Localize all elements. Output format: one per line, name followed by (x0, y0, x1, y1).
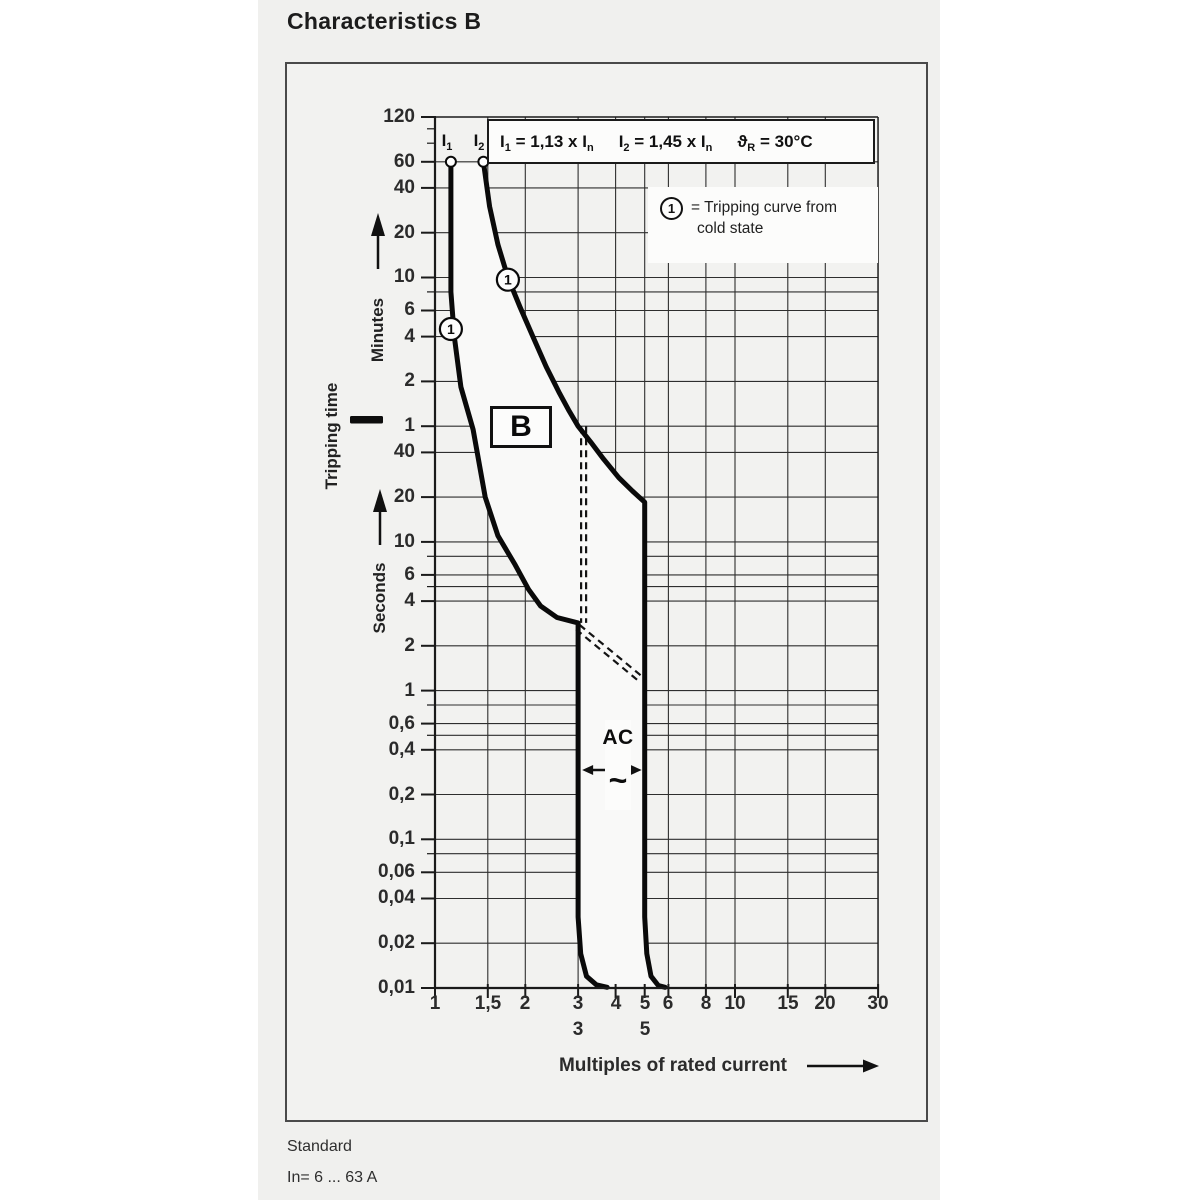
x-tick-label: 1 (429, 993, 441, 1014)
y-tick-label-seconds: 0,1 (388, 828, 415, 849)
y-tick-label-minutes: 4 (404, 326, 415, 347)
x-tick-label: 10 (724, 993, 746, 1014)
x-tick-label: 1,5 (474, 993, 502, 1014)
y-tick-label-seconds: 4 (404, 590, 415, 611)
y-axis-unit-seconds: Seconds (370, 562, 389, 634)
x-tick-sub-label: 3 (572, 1019, 584, 1040)
ac-label: AC (602, 726, 634, 749)
legend-circled-1-icon: 1 (660, 197, 683, 220)
y-tick-label-seconds: 6 (404, 564, 415, 585)
x-tick-label: 5 (639, 993, 651, 1014)
y-tick-label-seconds: 20 (393, 486, 415, 507)
y-tick-label-minutes: 20 (393, 222, 415, 243)
y-axis-unit-minutes: Minutes (368, 297, 387, 363)
x-tick-sub-label: 5 (639, 1019, 651, 1040)
y-tick-label-seconds: 0,04 (378, 887, 415, 908)
i2-current-label: $I_2$ (473, 131, 485, 153)
curve-class-b-label: B (490, 406, 552, 448)
x-tick-label: 20 (814, 993, 836, 1014)
formula-annotation-box (487, 119, 875, 164)
legend-line-2: cold state (697, 220, 764, 237)
y-tick-label-seconds: 1 (404, 680, 415, 701)
y-tick-label-minutes: 6 (404, 299, 415, 320)
x-tick-label: 15 (777, 993, 799, 1014)
y-tick-label-seconds: 0,2 (388, 784, 415, 805)
y-tick-label-seconds: 0,06 (378, 861, 415, 882)
x-tick-label: 2 (519, 993, 531, 1014)
i1-current-label: $I_1$ (441, 131, 453, 153)
y-tick-label-minutes: 1 (404, 415, 415, 436)
page-title: Characteristics B (287, 8, 482, 34)
x-axis-title: Multiples of rated current (558, 1055, 788, 1076)
legend-text (691, 197, 837, 239)
y-tick-label-seconds: 2 (404, 635, 415, 656)
y-tick-label-minutes: 40 (393, 177, 415, 198)
curve-marker-number: 1 (447, 321, 455, 337)
formula-2: $I_2 = 1,45$ x $I_n$ (618, 131, 713, 154)
footer-rated-current-range: In= 6 ... 63 A (287, 1169, 378, 1186)
y-tick-label-minutes: 10 (393, 266, 415, 287)
y-tick-label-seconds: 0,02 (378, 932, 415, 953)
y-tick-label-seconds: 0,4 (388, 739, 415, 760)
ac-tilde-symbol: ~ (608, 762, 628, 798)
y-tick-label-minutes: 120 (383, 106, 415, 127)
formula-3: $ϑ_R = 30^\circ C$ (737, 131, 813, 154)
content-column (258, 0, 940, 1200)
curve-marker-number: 1 (504, 271, 512, 288)
y-tick-label-seconds: 40 (393, 441, 415, 462)
y-tick-label-minutes: 60 (393, 151, 415, 172)
y-tick-label-seconds: 0,01 (378, 977, 415, 998)
y-axis-title: Tripping time (322, 382, 341, 490)
tripping-curve-chart (285, 62, 928, 1122)
x-tick-label: 3 (572, 993, 584, 1014)
legend-box (648, 187, 878, 263)
x-tick-label: 4 (610, 993, 622, 1014)
y-tick-label-minutes: 2 (404, 370, 415, 391)
y-tick-label-seconds: 0,6 (388, 713, 415, 734)
x-tick-label: 30 (867, 993, 889, 1014)
formula-1: $I_1 = 1,13$ x $I_n$ (500, 131, 594, 154)
x-tick-label: 8 (700, 993, 712, 1014)
legend-line-1: = Tripping curve from (691, 199, 838, 216)
y-tick-label-seconds: 10 (393, 531, 415, 552)
footer-standard: Standard (287, 1138, 352, 1155)
x-tick-label: 6 (662, 993, 674, 1014)
